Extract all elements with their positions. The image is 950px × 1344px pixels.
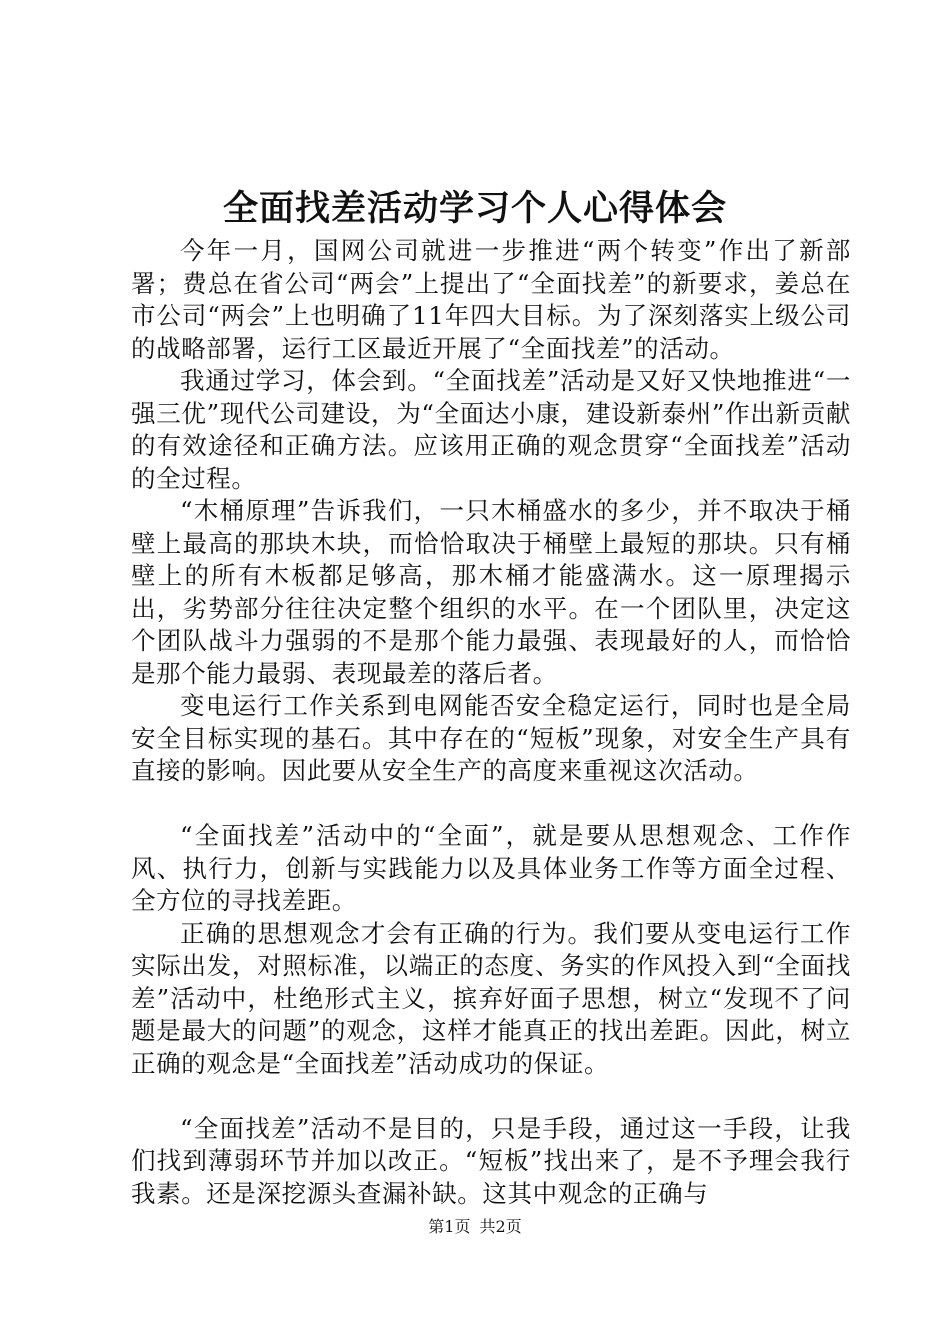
- document-body: [131, 235, 851, 1210]
- paragraph: “木桶原理”告诉我们，一只木桶盛水的多少，并不取决于桶壁上最高的那块木块，而恰恰取决于桶壁上最短的那块。只有桶壁上的所有木板都足够高，那木桶才能盛满水。这一原理揭示出，劣势部分往往决定整个组织的水平。在一个团队里，决定这个团队战斗力强弱的不是那个能力最强、表现最好的人，而恰恰是那个能力最弱、表现最差的落后者。: [131, 496, 851, 688]
- paragraph: “全面找差”活动不是目的，只是手段，通过这一手段，让我们找到薄弱环节并加以改正。“短板”找出来了，是不予理会我行我素。还是深挖源头查漏补缺。这其中观念的正确与: [131, 1113, 851, 1208]
- page-footer: 第1页 共2页: [428, 1217, 522, 1236]
- paragraph: 我通过学习，体会到。“全面找差”活动是又好又快地推进“一强三优”现代公司建设，为“全面达小康，建设新泰州”作出新贡献的有效途径和正确方法。应该用正确的观念贯穿“全面找差”活动的全过程。: [131, 366, 851, 493]
- document-title: 全面找差活动学习个人心得体会: [222, 188, 727, 229]
- paragraph: 变电运行工作关系到电网能否安全稳定运行，同时也是全局安全目标实现的基石。其中存在的“短板”现象，对安全生产具有直接的影响。因此要从安全生产的高度来重视这次活动。: [131, 691, 851, 785]
- paragraph: “全面找差”活动中的“全面”，就是要从思想观念、工作作风、执行力，创新与实践能力以及具体业务工作等方面全过程、全方位的寻找差距。: [131, 821, 851, 915]
- paragraph: 今年一月，国网公司就进一步推进“两个转变”作出了新部署；费总在省公司“两会”上提出了“全面找差”的新要求，姜总在市公司“两会”上也明确了11年四大目标。为了深刻落实上级公司的战略部署，运行工区最近开展了“全面找差”的活动。: [131, 236, 851, 363]
- paragraph: 正确的思想观念才会有正确的行为。我们要从变电运行工作实际出发，对照标准，以端正的态度、务实的作风投入到“全面找差”活动中，杜绝形式主义，摈弃好面子思想，树立“发现不了问题是最大的问题”的观念，这样才能真正的找出差距。因此，树立正确的观念是“全面找差”活动成功的保证。: [131, 918, 851, 1078]
